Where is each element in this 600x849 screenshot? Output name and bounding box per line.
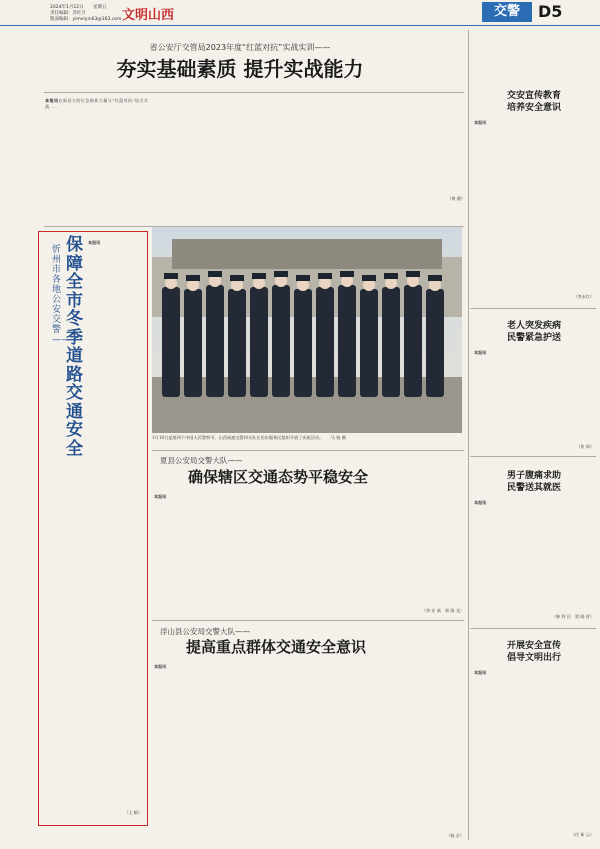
sidebar-item-2-headline: 老人突发疾病 民警紧急护送 [506,321,561,343]
xiaxian-dateline: 本报讯 [154,494,167,499]
xiaxian-col-3 [364,494,464,614]
sidebar-item-4-dateline: 本报讯 [474,670,487,675]
sidebar-divider [468,30,469,840]
masthead-rule [0,25,600,26]
lead-col-3 [261,98,364,202]
ceremony-photo [152,227,462,433]
sidebar-item-3-text [474,500,594,620]
xinzhou-kicker: 忻州市各地公安交警—— [52,245,70,345]
fushan-kicker: 浮山县公安局交警大队—— [160,627,250,636]
xinzhou-headline: 保障全市冬季道路交通安全 [66,235,83,459]
sidebar-item-4-text [474,670,594,838]
lead-kicker: 省公安厅交管局2023年度“红蓝对抗”实战实训—— [149,43,331,52]
police-formation-image [152,227,462,433]
fushan-byline: （杨 舍） [446,832,464,838]
lead-byline: （黄 健） [447,195,465,201]
masthead-editor: 责任编辑：苏红月 [50,11,86,16]
page-number: D5 [538,2,563,21]
fushan-col-2 [259,664,359,839]
fushan-col-1 [154,664,254,839]
sidebar-item-1-headline: 交安宣传教育 培养安全意识 [506,91,561,113]
photo-bottom-rule [152,450,464,451]
sidebar-item-4-byline: （任 新 云） [570,831,594,837]
sidebar-rule-3 [470,628,596,629]
lead-rule [44,92,464,93]
lead-col-1 [45,98,148,202]
fushan-headline: 提高重点群体交通安全意识 [186,638,367,656]
sidebar-item-4-headline: 开展安全宣传 倡导文明出行 [506,641,561,663]
lead-excerpt: 在新设立的应急指挥力量与“红蓝对抗”综合实战…… [45,98,148,110]
xiaxian-kicker: 夏县公安局交警大队—— [160,456,243,465]
sidebar-item-1-dateline: 本报讯 [474,120,487,125]
lead-col-4 [369,98,465,202]
xiaxian-headline: 确保辖区交通态势平稳安全 [188,468,369,486]
xiaxian-byline: （李 宏 斌 郭 海 龙） [421,607,464,613]
lead-headline: 夯实基础素质 提升实战能力 [116,57,364,81]
xiaxian-bottom-rule [152,620,464,621]
sidebar-rule-2 [470,456,596,457]
photo-caption [152,435,462,441]
fushan-col-3 [364,664,464,839]
sidebar-item-4 [474,640,594,840]
designer-text: 版面编辑： [50,17,73,22]
fushan-dateline: 本报讯 [154,664,167,669]
masthead [0,0,600,24]
xiaxian-col-2 [259,494,359,614]
sidebar-item-2-byline: （焦 周） [576,443,594,449]
xiaxian-col-1 [154,494,254,614]
sidebar-rule-1 [470,308,596,309]
logo: 文明山西 [122,8,175,23]
masthead-email [50,16,121,22]
weekday-text: 星期五 [92,5,107,10]
sidebar-item-2-dateline: 本报讯 [474,350,487,355]
email-text: yimeiyin63@163.com [72,17,122,22]
sidebar-item-1-text [474,120,594,300]
sidebar-item-3 [474,470,594,620]
xinzhou-col-1 [88,240,144,550]
xinzhou-byline: （王 颖） [124,809,142,815]
sidebar-item-2 [474,320,594,450]
lead-col-2 [153,98,256,202]
xinzhou-col-2 [44,555,144,820]
date-text: 2024年1月12日 [50,5,84,10]
caption-text: 1月10日是第四个中国人民警察节，山西高速交警四支队长治东服务区组织开展了庆祝活动。 [152,435,324,440]
sidebar-item-2-text [474,350,594,450]
photo-credit: 马 骁 摄 [330,435,346,440]
sidebar-item-1-byline: （李永红） [573,293,594,299]
sidebar-item-3-dateline: 本报讯 [474,500,487,505]
sidebar-item-3-headline: 男子腹痛求助 民警送其就医 [506,471,561,493]
section-badge: 交警 [482,2,532,22]
sidebar-item-3-byline: （韩 利 民 贾 晓 智） [551,613,594,619]
lead-dateline: 本报讯 [45,98,59,103]
xinzhou-dateline: 本报讯 [88,240,101,245]
sidebar-item-1 [474,90,594,300]
